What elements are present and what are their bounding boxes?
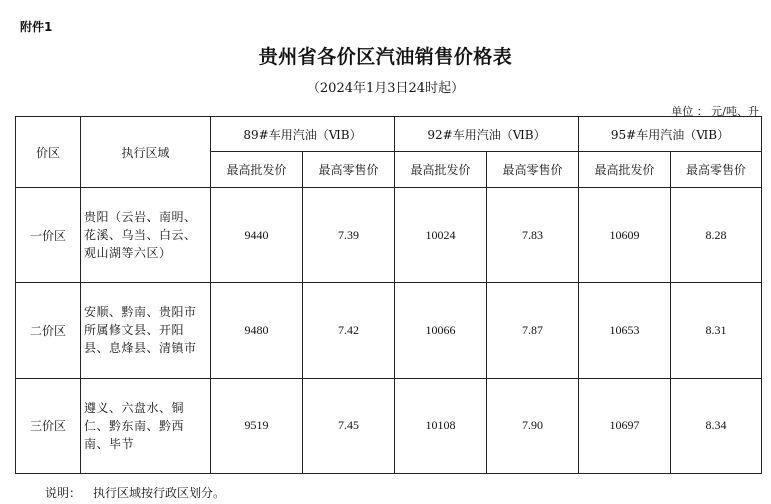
p92-retail-cell: 7.90: [487, 378, 579, 473]
header-product-92: 92#车用汽油（ⅥB）: [395, 117, 579, 152]
header-retail: 最高零售价: [303, 152, 395, 188]
header-wholesale: 最高批发价: [579, 152, 671, 188]
table-row: [16, 188, 762, 283]
p95-retail-cell: 8.28: [671, 188, 762, 283]
p89-wholesale-cell: 9519: [211, 378, 303, 473]
effective-date-subtitle: （2024年1月3日24时起）: [306, 81, 465, 96]
price-zone-cell: 三价区: [16, 378, 81, 473]
header-area: 执行区域: [81, 117, 211, 188]
p89-retail-cell: 7.39: [303, 188, 395, 283]
footnote-text: 执行区域按行政区划分。: [93, 486, 226, 500]
price-zone-cell: 一价区: [16, 188, 81, 283]
price-table: [15, 116, 762, 474]
p89-retail-cell: 7.45: [303, 378, 395, 473]
p92-wholesale-cell: 10024: [395, 188, 487, 283]
header-price-zone: 价区: [16, 117, 81, 188]
page-title: 贵州省各价区汽油销售价格表: [258, 46, 513, 68]
attachment-label: 附件1: [20, 20, 53, 34]
p92-retail-cell: 7.87: [487, 283, 579, 378]
header-wholesale: 最高批发价: [395, 152, 487, 188]
header-retail: 最高零售价: [487, 152, 579, 188]
p89-wholesale-cell: 9480: [211, 283, 303, 378]
p95-retail-cell: 8.34: [671, 378, 762, 473]
p92-retail-cell: 7.83: [487, 188, 579, 283]
p92-wholesale-cell: 10108: [395, 378, 487, 473]
p95-wholesale-cell: 10697: [579, 378, 671, 473]
area-cell: 安顺、黔南、贵阳市所属修文县、开阳县、息烽县、清镇市: [81, 283, 211, 378]
price-zone-cell: 二价区: [16, 283, 81, 378]
table-row: [16, 378, 762, 473]
header-product-89: 89#车用汽油（ⅥB）: [211, 117, 395, 152]
header-product-95: 95#车用汽油（ⅥB）: [579, 117, 762, 152]
p95-retail-cell: 8.31: [671, 283, 762, 378]
p89-wholesale-cell: 9440: [211, 188, 303, 283]
footnote: [45, 484, 225, 501]
area-cell: 遵义、六盘水、铜仁、黔东南、黔西南、毕节: [81, 378, 211, 473]
footnote-label: 说明：: [45, 486, 82, 500]
header-wholesale: 最高批发价: [211, 152, 303, 188]
area-cell: 贵阳（云岩、南明、花溪、乌当、白云、观山湖等六区）: [81, 188, 211, 283]
header-retail: 最高零售价: [671, 152, 762, 188]
p95-wholesale-cell: 10609: [579, 188, 671, 283]
unit-label: 单位 ： 元/吨、升: [671, 105, 759, 118]
p95-wholesale-cell: 10653: [579, 283, 671, 378]
table-row: [16, 283, 762, 378]
p89-retail-cell: 7.42: [303, 283, 395, 378]
p92-wholesale-cell: 10066: [395, 283, 487, 378]
